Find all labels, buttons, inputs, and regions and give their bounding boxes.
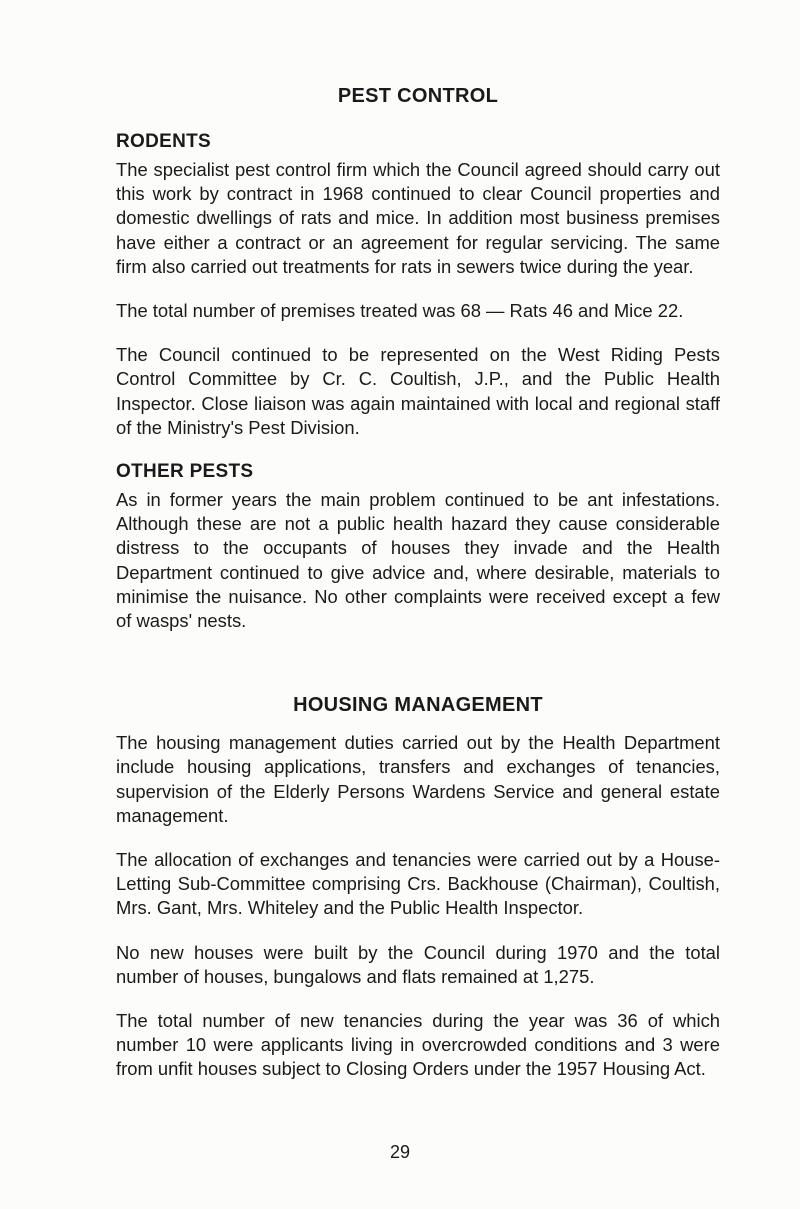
rodents-heading: RODENTS: [116, 131, 211, 152]
paragraph: The allocation of exchanges and tenancies were carried out by a House-Letting Sub-Committee comprising Crs. Backhouse (Chairman), Coultish, Mrs. Gant, Mrs. Whiteley and the Public Health Inspector.: [116, 849, 720, 919]
paragraph: No new houses were built by the Council during 1970 and the total number of houses, bungalows and flats remained at 1,275.: [116, 941, 720, 987]
page-content: [116, 84, 720, 1102]
paragraph: The total number of new tenancies during the year was 36 of which number 10 were applicants living in overcrowded conditions and 3 were from unfit houses subject to Closing Orders under the 1957 Housing Act.: [116, 1010, 720, 1080]
page-number: 29: [389, 1142, 411, 1162]
section-spacer: [116, 653, 720, 693]
paragraph: The specialist pest control firm which the Council agreed should carry out this work by contract in 1968 continued to clear Council properties and domestic dwellings of rats and mice. In addition most business premises have either a contract or an agreement for regular servicing. The same firm also carried out treatments for rats in sewers twice during the year.: [116, 159, 720, 277]
paragraph: The housing management duties carried out by the Health Department include housing applications, transfers and exchanges of tenancies, supervision of the Elderly Persons Wardens Service and general estate management.: [116, 732, 720, 826]
housing-management-section: [116, 693, 720, 1081]
housing-management-heading: HOUSING MANAGEMENT: [293, 694, 543, 717]
other-pests-heading: OTHER PESTS: [116, 461, 254, 483]
paragraph: The total number of premises treated was 68 — Rats 46 and Mice 22.: [116, 300, 684, 322]
paragraph: The Council continued to be represented on the West Riding Pests Control Committee by Cr. C. Coultish, J.P., and the Public Health Inspector. Close liaison was again maintained with local and regional staff of the Ministry's Pest Division.: [116, 344, 720, 438]
paragraph: As in former years the main problem continued to be ant infestations. Although these are not a public health hazard they cause considerable distress to the occupants of houses they invade and the Health Department continued to give advice and, where desirable, materials to minimise the nuisance. No other complaints were received except a few of wasps' nests.: [116, 489, 720, 632]
other-pests-section: [116, 460, 720, 633]
rodents-section: [116, 130, 720, 440]
page-title: PEST CONTROL: [337, 85, 499, 107]
